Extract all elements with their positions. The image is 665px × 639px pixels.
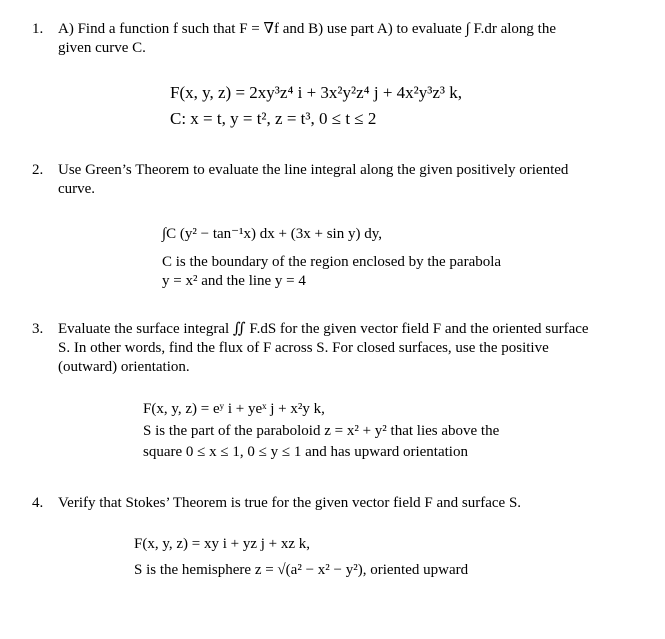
problem-4-statement xyxy=(58,494,652,513)
problem-3-statement xyxy=(58,320,652,377)
problem-2-region-line-1: C is the boundary of the region enclosed by the parabola xyxy=(162,254,502,270)
problem-1-vector-field: F(x, y, z) = 2xy³z⁴ i + 3x²y²z⁴ j + 4x²y³z³ k, xyxy=(170,83,462,102)
problem-3-vector-field: F(x, y, z) = eʸ i + yeˣ j + x²y k, xyxy=(143,401,325,417)
problem-1-text-line-1: A) Find a function f such that F = ∇f and B) use part A) to evaluate ∫ F.dr along the xyxy=(58,21,556,37)
problem-4 xyxy=(32,494,652,513)
problem-2-region-line-2: y = x² and the line y = 4 xyxy=(162,273,306,289)
problem-3-surface-line-2: square 0 ≤ x ≤ 1, 0 ≤ y ≤ 1 and has upward orientation xyxy=(143,444,468,460)
problem-2-text-line-2: curve. xyxy=(58,181,96,197)
problem-3-text-line-2: S. In other words, find the flux of F across S. For closed surfaces, use the positive xyxy=(58,340,549,356)
problem-1 xyxy=(32,20,652,58)
problem-1-curve: C: x = t, y = t², z = t³, 0 ≤ t ≤ 2 xyxy=(170,109,377,128)
problem-3 xyxy=(32,320,652,377)
problem-4-text-line-1: Verify that Stokes’ Theorem is true for the given vector field F and surface S. xyxy=(58,495,522,511)
problem-4-vector-field: F(x, y, z) = xy i + yz j + xz k, xyxy=(134,536,311,552)
problem-4-surface: S is the hemisphere z = √(a² − x² − y²), oriented upward xyxy=(134,562,469,578)
problem-3-surface-line-1: S is the part of the paraboloid z = x² + y² that lies above the xyxy=(143,423,500,439)
problem-2-statement xyxy=(58,161,652,199)
problem-1-text-line-2: given curve C. xyxy=(58,40,146,56)
problem-1-statement xyxy=(58,20,652,58)
problem-3-text-line-1: Evaluate the surface integral ∬ F.dS for the given vector field F and the oriented surface xyxy=(58,321,589,337)
problem-3-text-line-3: (outward) orientation. xyxy=(58,359,190,375)
problem-number: 4. xyxy=(32,495,44,511)
problem-number: 1. xyxy=(32,21,44,37)
problem-2-text-line-1: Use Green’s Theorem to evaluate the line integral along the given positively oriented xyxy=(58,162,569,178)
problem-number: 3. xyxy=(32,321,44,337)
problem-2 xyxy=(32,161,652,199)
problem-2-line-integral: ∫C (y² − tan⁻¹x) dx + (3x + sin y) dy, xyxy=(162,226,382,242)
problem-number: 2. xyxy=(32,162,44,178)
